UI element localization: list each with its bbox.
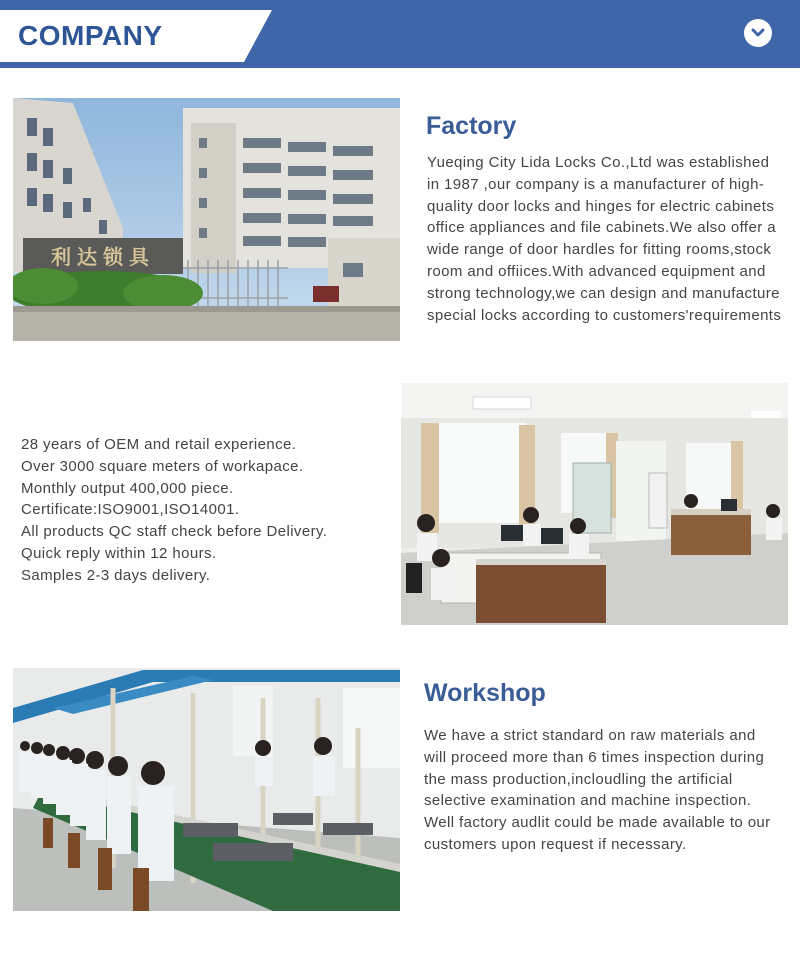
fact-line: Samples 2-3 days delivery. <box>21 566 211 584</box>
fact-line: 28 years of OEM and retail experience. <box>21 436 297 453</box>
workshop-text-line: Well factory audlit could be made available to our <box>424 814 771 832</box>
factory-heading: Factory <box>426 112 517 140</box>
factory-text-line: quality door locks and hinges for electric cabinets <box>427 197 775 215</box>
header-title-tab <box>0 0 285 68</box>
workshop-text-line: selective examination and machine inspection. <box>424 792 752 810</box>
fact-line: All products QC staff check before Delivery. <box>21 523 328 541</box>
workshop-text-line: will proceed more than 6 times inspection during <box>424 748 765 766</box>
fact-line: Certificate:ISO9001,ISO14001. <box>21 501 240 519</box>
office-photo <box>401 383 788 625</box>
fact-line: Over 3000 square meters of workapace. <box>21 457 304 475</box>
company-header <box>0 0 800 68</box>
factory-text-line: Yueqing City Lida Locks Co.,Ltd was established <box>427 154 770 171</box>
factory-text-line: office appliances and file cabinets.We also offer a <box>427 219 776 237</box>
workshop-text-line: We have a strict standard on raw materials and <box>424 727 756 744</box>
factory-text-line: room and offiices.With advanced equipment and <box>427 262 766 280</box>
factory-text-line: strong technology,we can design and manufacture <box>427 284 780 302</box>
factory-text-line: in 1987 ,our company is a manufacturer of high- <box>427 175 765 193</box>
fact-line: Monthly output 400,000 piece. <box>21 479 234 497</box>
company-facts <box>21 434 327 587</box>
workshop-heading: Workshop <box>424 679 546 707</box>
factory-description <box>427 152 781 326</box>
workshop-photo <box>13 668 400 911</box>
workshop-description <box>424 725 771 856</box>
fact-line: Quick reply within 12 hours. <box>21 544 217 562</box>
expand-button[interactable] <box>744 19 772 47</box>
factory-sign-text: 利达锁具 <box>51 245 155 269</box>
workshop-text-line: customers upon request if necessary. <box>424 835 687 853</box>
factory-photo <box>13 98 400 341</box>
page-title: COMPANY <box>18 20 163 51</box>
factory-text-line: wide range of door hardles for fitting rooms,stock <box>427 241 772 259</box>
chevron-down-icon <box>751 28 765 38</box>
factory-text-line: special locks according to customers'requirements <box>427 306 782 324</box>
workshop-text-line: the mass production,incloudling the artificial <box>424 770 733 788</box>
